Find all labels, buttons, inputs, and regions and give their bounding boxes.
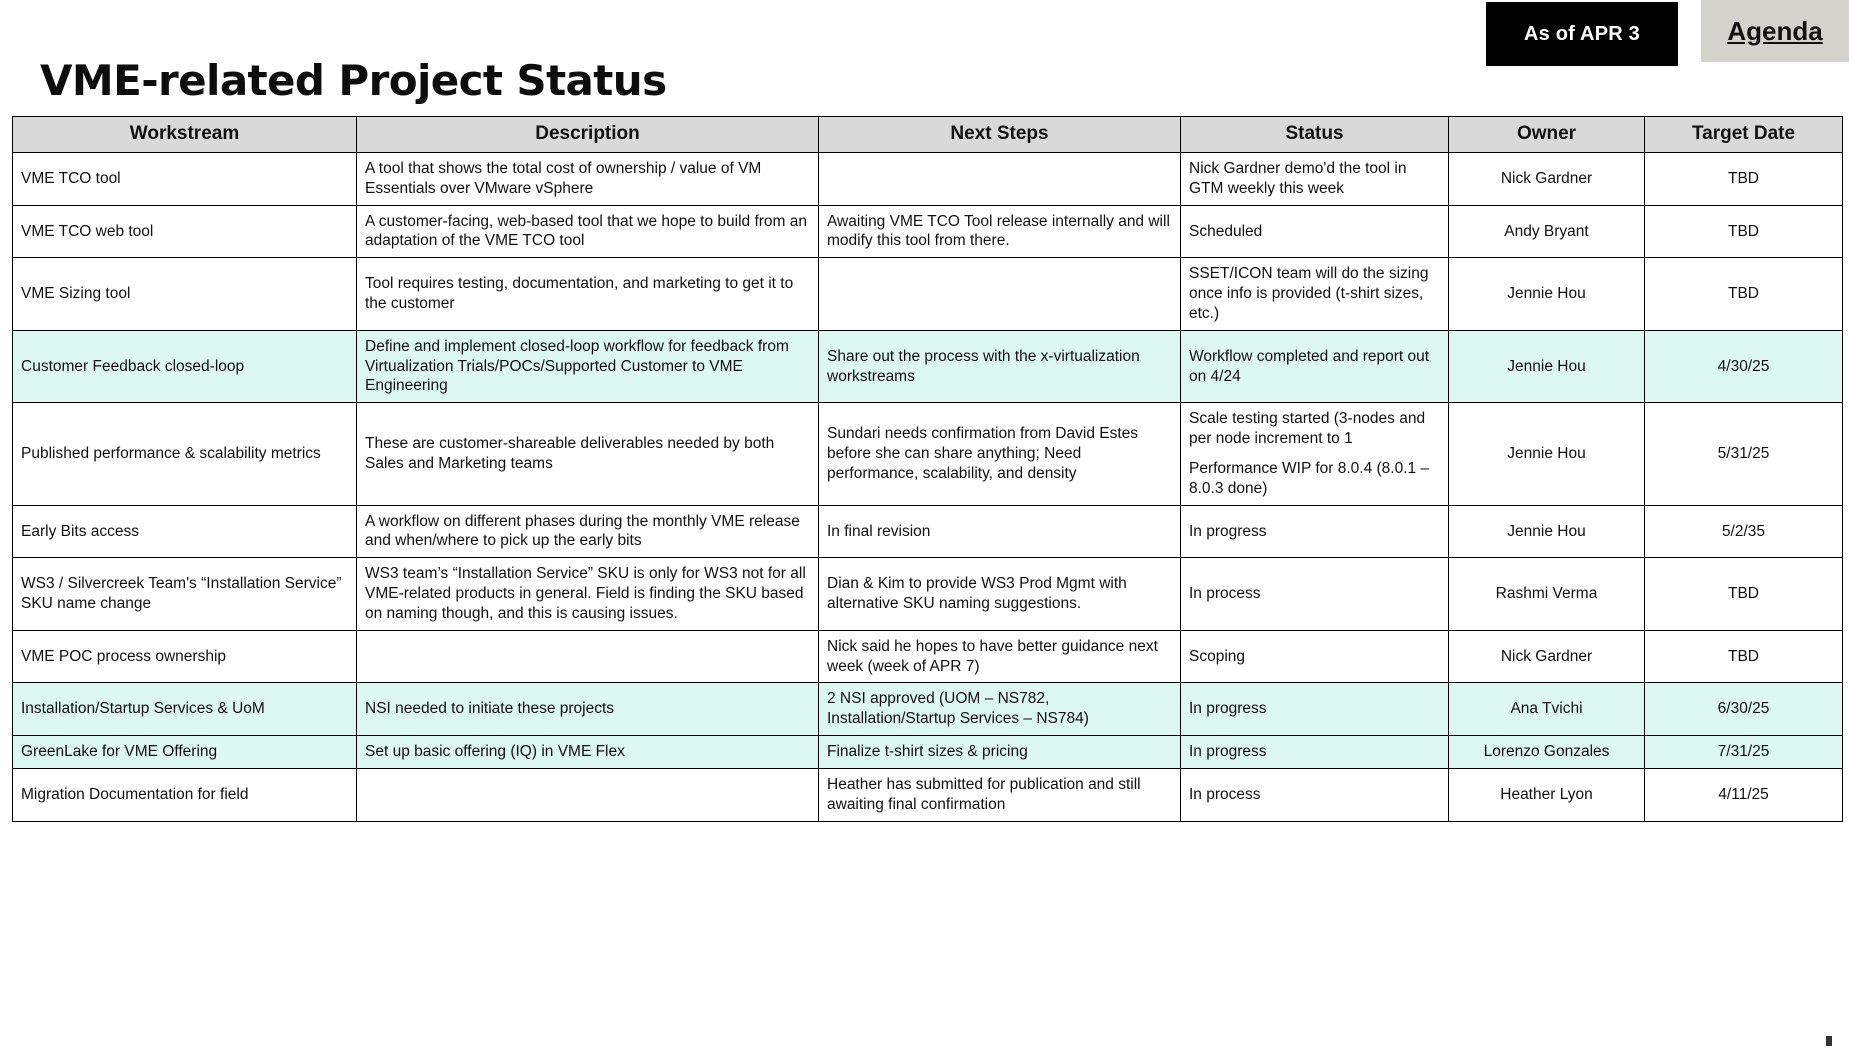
table-row (13, 630, 1843, 683)
table-row (13, 258, 1843, 330)
cell-workstream: Early Bits access (13, 505, 357, 558)
cell-next-steps: Nick said he hopes to have better guidance next week (week of APR 7) (819, 630, 1181, 683)
cell-description (357, 768, 819, 821)
cell-status: Nick Gardner demo'd the tool in GTM weekly this week (1181, 153, 1449, 206)
cell-description: Define and implement closed-loop workflow for feedback from Virtualization Trials/POCs/Supported Customer to VME Engineering (357, 330, 819, 402)
status-line-1: Scale testing started (3-nodes and per node increment to 1 (1189, 410, 1426, 448)
cell-workstream: Published performance & scalability metrics (13, 403, 357, 505)
cell-workstream: VME Sizing tool (13, 258, 357, 330)
cell-next-steps: Dian & Kim to provide WS3 Prod Mgmt with alternative SKU naming suggestions. (819, 558, 1181, 630)
agenda-link-button[interactable]: Agenda (1701, 0, 1849, 62)
cell-next-steps: Awaiting VME TCO Tool release internally and will modify this tool from there. (819, 205, 1181, 258)
cell-description (357, 630, 819, 683)
cell-status: In progress (1181, 736, 1449, 769)
as-of-date-badge: As of APR 3 (1486, 2, 1678, 66)
cell-target-date: 5/2/35 (1645, 505, 1843, 558)
cell-status: SSET/ICON team will do the sizing once info is provided (t-shirt sizes, etc.) (1181, 258, 1449, 330)
cell-description: A customer-facing, web-based tool that we hope to build from an adaptation of the VME TCO tool (357, 205, 819, 258)
cell-status: Scheduled (1181, 205, 1449, 258)
cell-status: In process (1181, 558, 1449, 630)
cell-next-steps: Heather has submitted for publication and still awaiting final confirmation (819, 768, 1181, 821)
cell-description: A workflow on different phases during the monthly VME release and when/where to pick up the early bits (357, 505, 819, 558)
page-edge-marker (1826, 1036, 1832, 1046)
cell-next-steps (819, 153, 1181, 206)
cell-owner: Jennie Hou (1449, 403, 1645, 505)
cell-target-date: 6/30/25 (1645, 683, 1843, 736)
cell-target-date: TBD (1645, 205, 1843, 258)
table-row (13, 330, 1843, 402)
cell-status: Workflow completed and report out on 4/24 (1181, 330, 1449, 402)
cell-owner: Jennie Hou (1449, 330, 1645, 402)
table-row (13, 505, 1843, 558)
column-header-status: Status (1181, 117, 1449, 153)
cell-description: WS3 team’s “Installation Service” SKU is only for WS3 not for all VME-related products in general. Field is finding the SKU based on naming though, and this is causing issues. (357, 558, 819, 630)
project-status-table-wrapper (12, 116, 1842, 822)
cell-target-date: 4/30/25 (1645, 330, 1843, 402)
cell-description: A tool that shows the total cost of ownership / value of VM Essentials over VMware vSphere (357, 153, 819, 206)
cell-target-date: TBD (1645, 258, 1843, 330)
cell-workstream: Migration Documentation for field (13, 768, 357, 821)
cell-workstream: Customer Feedback closed-loop (13, 330, 357, 402)
cell-workstream: VME TCO tool (13, 153, 357, 206)
project-status-table (12, 116, 1843, 822)
cell-owner: Nick Gardner (1449, 153, 1645, 206)
column-header-description: Description (357, 117, 819, 153)
cell-owner: Rashmi Verma (1449, 558, 1645, 630)
cell-workstream: VME POC process ownership (13, 630, 357, 683)
cell-next-steps: 2 NSI approved (UOM – NS782, Installation/Startup Services – NS784) (819, 683, 1181, 736)
cell-next-steps: Sundari needs confirmation from David Estes before she can share anything; Need performance, scalability, and density (819, 403, 1181, 505)
cell-next-steps: In final revision (819, 505, 1181, 558)
status-line-2: Performance WIP for 8.0.4 (8.0.1 – 8.0.3 done) (1189, 459, 1430, 497)
column-header-target-date: Target Date (1645, 117, 1843, 153)
cell-status: In progress (1181, 683, 1449, 736)
cell-workstream: WS3 / Silvercreek Team's “Installation Service” SKU name change (13, 558, 357, 630)
cell-next-steps (819, 258, 1181, 330)
cell-target-date: TBD (1645, 630, 1843, 683)
table-header-row (13, 117, 1843, 153)
cell-owner: Jennie Hou (1449, 505, 1645, 558)
cell-owner: Heather Lyon (1449, 768, 1645, 821)
cell-status: In process (1181, 768, 1449, 821)
cell-status: Scoping (1181, 630, 1449, 683)
table-row (13, 683, 1843, 736)
column-header-next-steps: Next Steps (819, 117, 1181, 153)
table-row (13, 736, 1843, 769)
table-row (13, 403, 1843, 505)
page-title: VME-related Project Status (40, 56, 667, 105)
cell-workstream: Installation/Startup Services & UoM (13, 683, 357, 736)
cell-owner: Lorenzo Gonzales (1449, 736, 1645, 769)
cell-status (1181, 403, 1449, 505)
cell-next-steps: Share out the process with the x-virtualization workstreams (819, 330, 1181, 402)
cell-workstream: VME TCO web tool (13, 205, 357, 258)
cell-owner: Andy Bryant (1449, 205, 1645, 258)
cell-target-date: TBD (1645, 153, 1843, 206)
cell-next-steps: Finalize t-shirt sizes & pricing (819, 736, 1181, 769)
table-row (13, 558, 1843, 630)
cell-description: These are customer-shareable deliverables needed by both Sales and Marketing teams (357, 403, 819, 505)
cell-owner: Jennie Hou (1449, 258, 1645, 330)
column-header-workstream: Workstream (13, 117, 357, 153)
cell-target-date: TBD (1645, 558, 1843, 630)
cell-owner: Nick Gardner (1449, 630, 1645, 683)
cell-description: NSI needed to initiate these projects (357, 683, 819, 736)
column-header-owner: Owner (1449, 117, 1645, 153)
cell-target-date: 5/31/25 (1645, 403, 1843, 505)
cell-target-date: 7/31/25 (1645, 736, 1843, 769)
table-row (13, 205, 1843, 258)
cell-target-date: 4/11/25 (1645, 768, 1843, 821)
cell-workstream: GreenLake for VME Offering (13, 736, 357, 769)
cell-description: Set up basic offering (IQ) in VME Flex (357, 736, 819, 769)
cell-owner: Ana Tvichi (1449, 683, 1645, 736)
table-row (13, 768, 1843, 821)
table-row (13, 153, 1843, 206)
cell-status: In progress (1181, 505, 1449, 558)
cell-description: Tool requires testing, documentation, and marketing to get it to the customer (357, 258, 819, 330)
